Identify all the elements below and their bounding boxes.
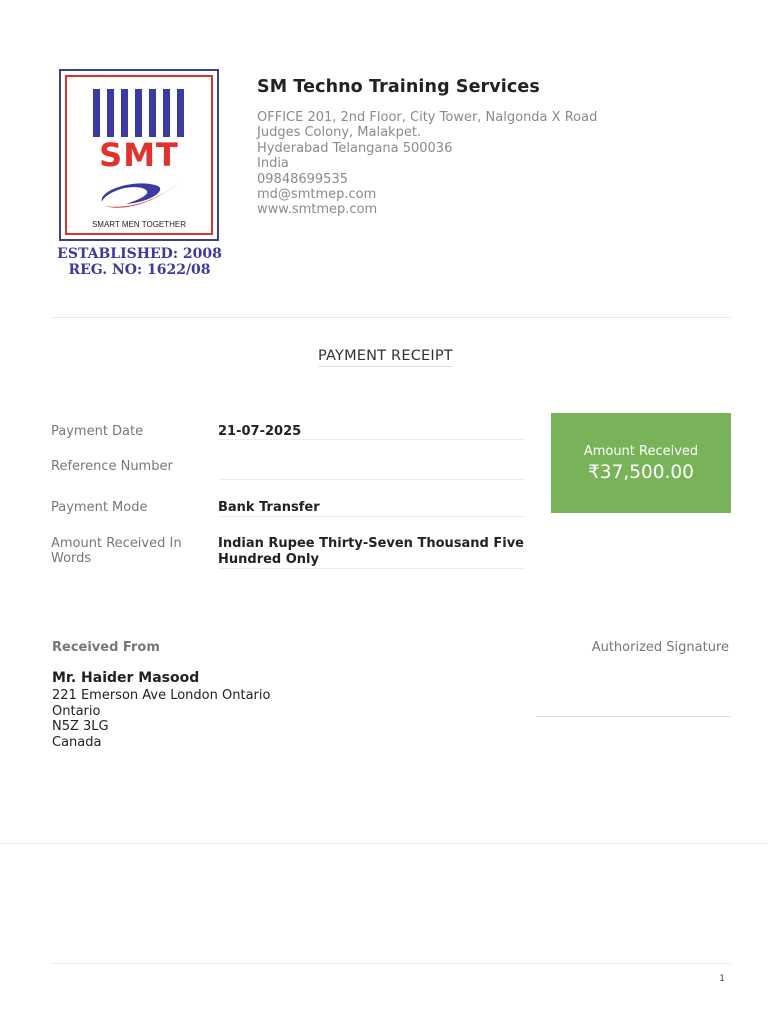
company-phone: 09848699535 xyxy=(257,171,348,187)
amount-in-words-value: Indian Rupee Thirty-Seven Thousand Five Hundred Only xyxy=(218,536,524,567)
page-number: 1 xyxy=(719,974,725,984)
field-underline xyxy=(218,439,526,440)
logo-bars-icon xyxy=(93,89,184,137)
customer-address-line: Canada xyxy=(52,734,102,750)
payment-date-label: Payment Date xyxy=(51,424,144,439)
customer-address-line: N5Z 3LG xyxy=(52,719,109,735)
customer-address-line: Ontario xyxy=(52,703,101,719)
page-divider xyxy=(0,843,768,844)
amount-received-label: Amount Received xyxy=(583,444,699,459)
company-email: md@smtmep.com xyxy=(257,187,377,203)
header-divider xyxy=(52,317,731,318)
field-underline xyxy=(218,516,526,517)
amount-in-words-label: Amount Received In Words xyxy=(51,536,182,566)
customer-name: Mr. Haider Masood xyxy=(52,670,200,686)
amount-received-box xyxy=(551,413,731,513)
reference-number-label: Reference Number xyxy=(51,459,173,474)
logo-established-block xyxy=(52,246,227,278)
logo-established: ESTABLISHED: 2008 xyxy=(57,246,222,262)
company-website: www.smtmep.com xyxy=(257,202,378,218)
company-info xyxy=(257,77,597,218)
payment-mode-value: Bank Transfer xyxy=(218,500,320,515)
payment-mode-label: Payment Mode xyxy=(51,500,148,515)
receipt-title: PAYMENT RECEIPT xyxy=(318,348,453,367)
payment-date-value: 21-07-2025 xyxy=(218,424,302,439)
company-address-line: OFFICE 201, 2nd Floor, City Tower, Nalgonda X Road xyxy=(257,110,598,125)
logo-tagline: SMART MEN TOGETHER xyxy=(91,220,187,229)
customer-address-line: 221 Emerson Ave London Ontario xyxy=(52,688,271,703)
signature-line xyxy=(536,716,731,717)
company-address-line: Hyderabad Telangana 500036 xyxy=(257,140,453,156)
company-country: India xyxy=(257,156,289,172)
logo-brand-text: SMT xyxy=(99,136,179,174)
field-underline xyxy=(218,479,526,480)
company-address-line: Judges Colony, Malakpet. xyxy=(257,125,422,141)
company-address xyxy=(257,110,597,218)
customer-address xyxy=(52,688,270,750)
company-name: SM Techno Training Services xyxy=(257,77,540,97)
amount-received-value: ₹37,500.00 xyxy=(588,462,694,483)
logo-reg-no: REG. NO: 1622/08 xyxy=(68,262,211,278)
logo-swoosh-icon xyxy=(96,172,186,214)
authorized-signature-label: Authorized Signature xyxy=(591,640,729,655)
field-underline xyxy=(218,568,526,569)
received-from-label: Received From xyxy=(52,640,160,655)
footer-divider xyxy=(52,963,731,964)
company-logo xyxy=(52,66,227,280)
